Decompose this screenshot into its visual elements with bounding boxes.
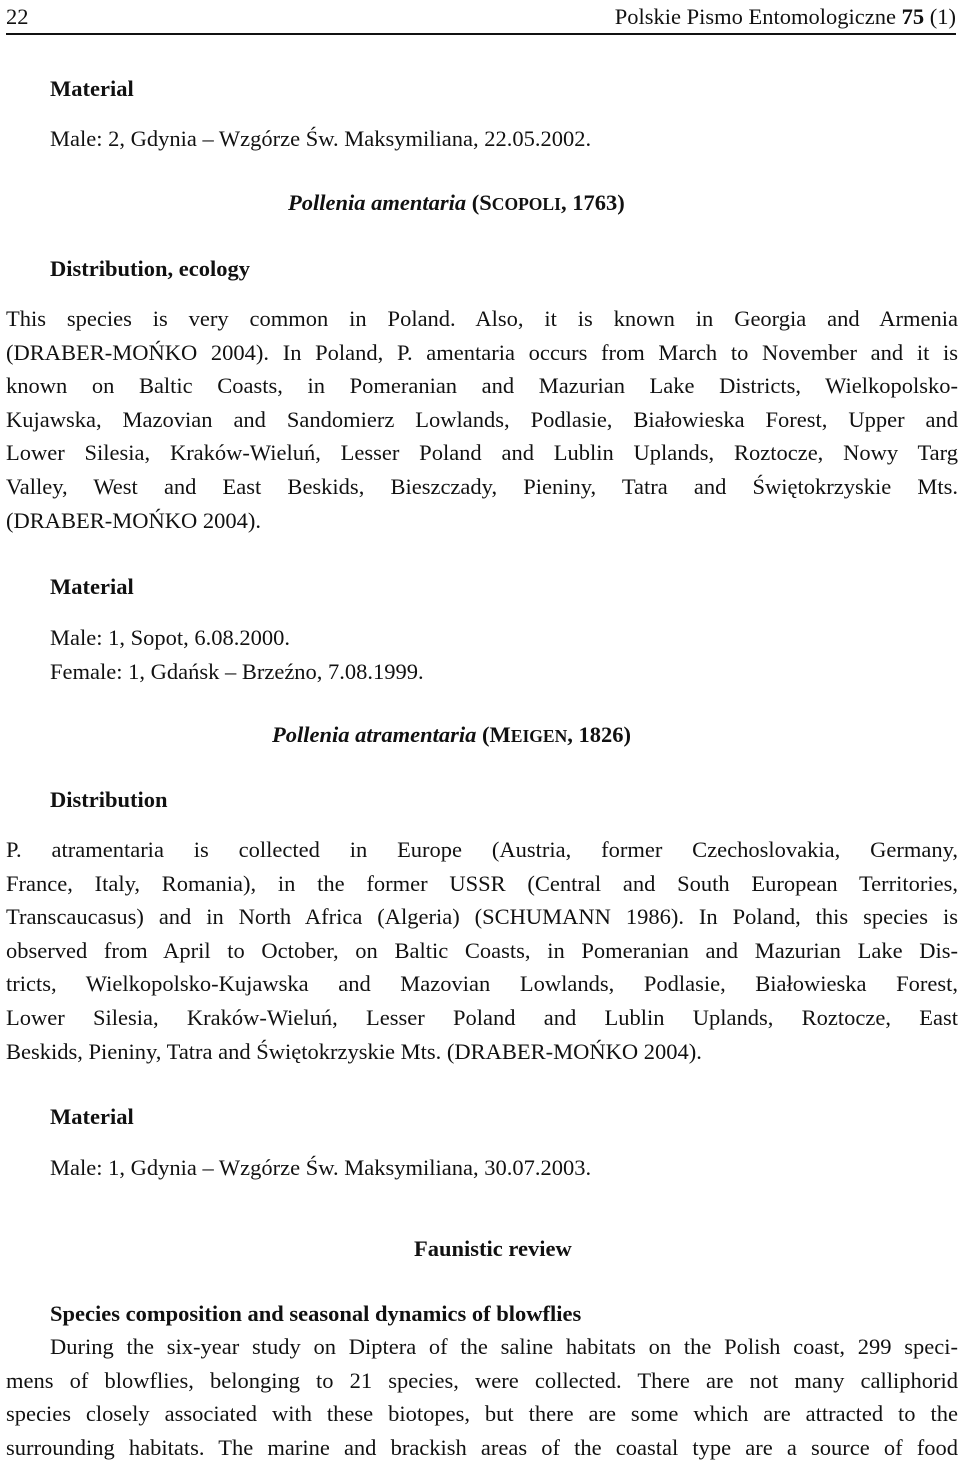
text-line: (DRABER-MOŃKO 2004). — [6, 507, 261, 533]
distribution-heading: Distribution — [50, 787, 168, 812]
text-line: France, Italy, Romania), in the former USSR (Central and South European Territories, — [6, 870, 958, 896]
journal-name: Polskie Pismo Entomologiczne — [614, 4, 902, 29]
text-line: This species is very common in Poland. Also, it is known in Georgia and Armenia — [6, 306, 958, 331]
material-line: Female: 1, Gdańsk – Brzeźno, 7.08.1999. — [50, 659, 424, 684]
material-heading: Material — [50, 574, 134, 599]
text-line: species closely associated with these biotopes, but there are some which are attracted to the — [6, 1401, 958, 1427]
species-name: Pollenia amentaria — [288, 190, 467, 215]
text-line: tricts, Wielkopolsko-Kujawska and Mazovian Lowlands, Podlasie, Białowieska Forest, — [6, 971, 958, 997]
page-number: 22 — [6, 4, 29, 29]
species-title: Pollenia amentaria (SCOPOLI, 1763) — [288, 190, 625, 215]
distribution-paragraph — [6, 302, 958, 537]
header-rule — [6, 33, 956, 35]
journal-volume: 75 — [901, 4, 925, 29]
text-line: observed from April to October, on Baltic Coasts, in Pomeranian and Mazurian Lake Dis- — [6, 937, 958, 963]
text-line: (DRABER-MOŃKO 2004). In Poland, P. amentaria occurs from March to November and it is — [6, 339, 958, 365]
text-line: mens of blowflies, belonging to 21 species, were collected. There are not many calliphorid — [6, 1367, 958, 1393]
text-line: known on Baltic Coasts, in Pomeranian and Mazurian Lake Districts, Wielkopolsko- — [6, 373, 958, 399]
text-line: surrounding habitats. The marine and brackish areas of the coastal type are a source of food — [6, 1434, 958, 1460]
text-line: During the six-year study on Diptera of the saline habitats on the Polish coast, 299 speci- — [50, 1334, 958, 1359]
text-line: Transcaucasus) and in North Africa (Algeria) (SCHUMANN 1986). In Poland, this species is — [6, 904, 958, 930]
text-line: Lower Silesia, Kraków-Wieluń, Lesser Poland and Lublin Uplands, Roztocze, Nowy Targ — [6, 440, 958, 466]
material-line: Male: 1, Gdynia – Wzgórze Św. Maksymiliana, 30.07.2003. — [50, 1155, 592, 1180]
review-paragraph — [6, 1330, 958, 1464]
journal-header — [615, 0, 956, 34]
text-line: Valley, West and East Beskids, Bieszczady, Pieniny, Tatra and Świętokrzyskie Mts. — [6, 473, 958, 499]
material-heading: Material — [50, 1104, 134, 1129]
distribution-paragraph — [6, 833, 958, 1068]
text-line: Beskids, Pieniny, Tatra and Świętokrzyskie Mts. (DRABER-MOŃKO 2004). — [6, 1038, 702, 1064]
species-name: Pollenia atramentaria — [272, 722, 477, 747]
text-line: P. atramentaria is collected in Europe (Austria, former Czechoslovakia, Germany, — [6, 837, 958, 862]
material-heading: Material — [50, 76, 134, 101]
species-title: Pollenia atramentaria (MEIGEN, 1826) — [272, 722, 632, 747]
section-title: Faunistic review — [414, 1236, 572, 1261]
journal-issue: (1) — [924, 4, 956, 29]
material-line: Male: 1, Sopot, 6.08.2000. — [50, 625, 290, 650]
text-line: Lower Silesia, Kraków-Wieluń, Lesser Poland and Lublin Uplands, Roztocze, East — [6, 1004, 958, 1030]
distribution-heading: Distribution, ecology — [50, 256, 250, 281]
subsection-heading: Species composition and seasonal dynamics of blowflies — [50, 1301, 582, 1326]
text-line: Kujawska, Mazovian and Sandomierz Lowlands, Podlasie, Białowieska Forest, Upper and — [6, 406, 958, 432]
material-line: Male: 2, Gdynia – Wzgórze Św. Maksymiliana, 22.05.2002. — [50, 126, 592, 151]
